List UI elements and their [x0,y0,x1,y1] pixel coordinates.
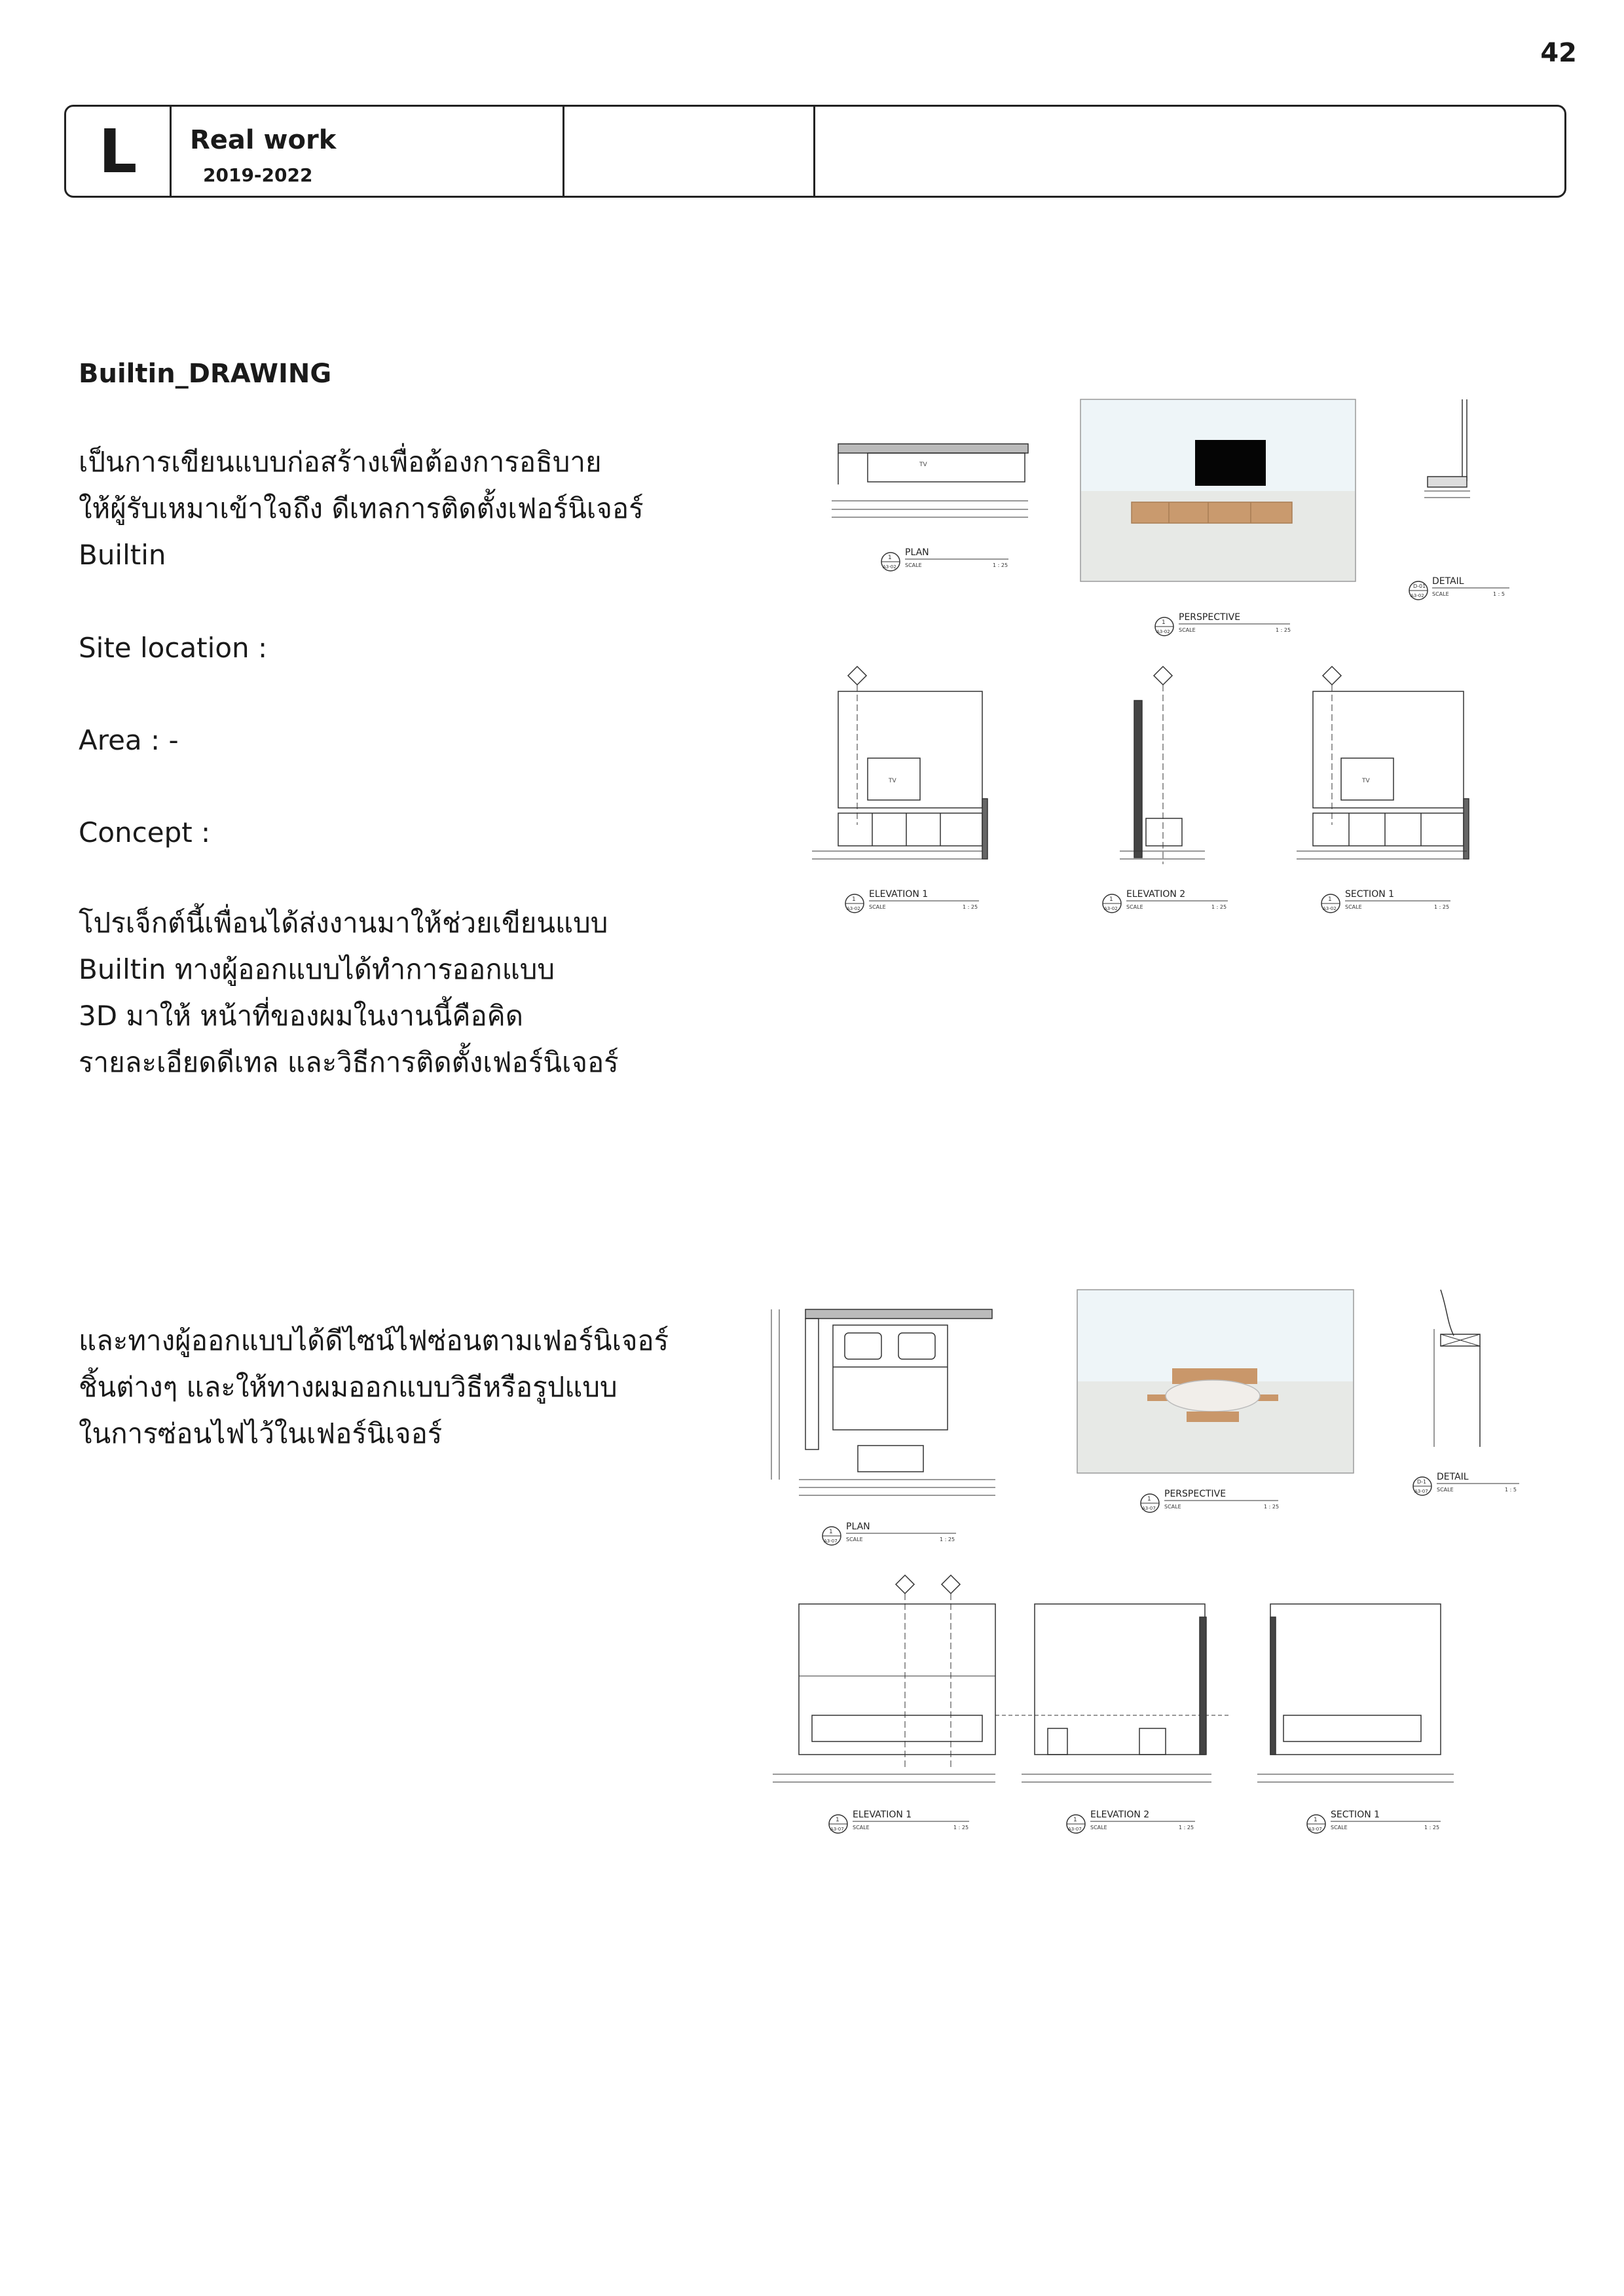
drawing-title: PERSPECTIVE [1164,1489,1227,1499]
drawing-title: PLAN [905,547,929,558]
scale-value: 1 : 25 [1434,904,1450,910]
scale-label: SCALE [869,904,886,910]
concept-paragraph [79,900,619,1085]
bed-section-1-title [1307,1810,1441,1833]
drawing-title: ELEVATION 1 [869,889,929,900]
bed-section-1-drawing [1257,1604,1454,1782]
drawing-title: PLAN [846,1522,870,1532]
tv-plan-drawing [832,444,1028,517]
scale-value: 1 : 5 [1505,1487,1517,1493]
lighting-line: ชิ้นต่างๆ และให้ทางผมออกแบบวิธีหรือรูปแบบ [79,1371,618,1403]
bed-detail-title [1413,1472,1519,1495]
scale-value: 1 : 25 [953,1825,969,1831]
concept-line: โปรเจ็กต์นี้เพื่อนได้ส่งงานมาให้ช่วยเขียนแบบ [79,907,608,939]
scale-label: SCALE [1345,904,1362,910]
tv-elevation-1-title [845,889,979,913]
sheet-number: A3-02 [1104,906,1118,911]
drawing-title: DETAIL [1437,1472,1469,1482]
sheet-number: A3-07 [830,1827,844,1832]
drawing-title: PERSPECTIVE [1179,612,1241,623]
scale-value: 1 : 25 [1424,1825,1440,1831]
ref-number: 1 [1162,619,1166,626]
header-title: Real work [190,125,337,155]
sheet-number: A3-07 [1308,1827,1322,1832]
sheet-number: A3-02 [1323,906,1337,911]
site-location: Site location : [79,632,268,664]
scale-value: 1 : 25 [1276,627,1291,633]
scale-value: 1 : 25 [963,904,978,910]
ref-number: 1 [1314,1817,1318,1823]
lighting-line: ในการซ่อนไฟไว้ในเฟอร์นิเจอร์ [79,1417,443,1449]
scale-value: 1 : 25 [1264,1504,1280,1510]
ref-number: 1 [836,1817,840,1823]
sheet-number: A3-02 [847,906,860,911]
tv-perspective-title [1155,612,1291,636]
sheet-number: A3-07 [1414,1489,1428,1494]
tv-detail-title [1409,576,1509,600]
scale-label: SCALE [846,1537,863,1542]
drawing-title: DETAIL [1432,576,1464,587]
lighting-line: และทางผู้ออกแบบได้ดีไซน์ไฟซ่อนตามเฟอร์นิเจอร์ [79,1324,669,1357]
scale-label: SCALE [1164,1504,1181,1510]
header-years: 2019-2022 [203,164,313,186]
bed-elevation-2-title [1067,1810,1195,1833]
scale-label: SCALE [853,1825,870,1831]
tv-perspective-render [1080,399,1356,581]
intro-line: ให้ผู้รับเหมาเข้าใจถึง ดีเทลการติดตั้งเฟอร์นิเจอร์ [79,492,644,524]
concept-line: รายละเอียดดีเทล และวิธีการติดตั้งเฟอร์นิเจอร์ [79,1046,619,1078]
scale-value: 1 : 25 [1179,1825,1194,1831]
ref-number: 1 [1147,1496,1151,1503]
bed-elevation-2-drawing [1022,1604,1211,1782]
tv-elevation-2-title [1103,889,1228,913]
scale-value: 1 : 25 [940,1537,955,1542]
header-title-cell [172,107,564,196]
builtin-tv-drawing-sheet [733,393,1545,943]
ref-number: D-1 [1417,1479,1427,1485]
drawing-title: ELEVATION 1 [853,1810,912,1820]
header-empty-cell [815,107,1564,196]
scale-value: 1 : 25 [993,562,1008,568]
intro-line: Builtin [79,539,166,571]
sheet-number: A3-02 [1411,593,1424,598]
page-number: 42 [1540,38,1577,68]
ref-number: 1 [1109,896,1113,903]
drawing-title: SECTION 1 [1345,889,1395,900]
ref-number: 1 [1328,896,1332,903]
section-letter: L [66,107,172,196]
intro-line: เป็นการเขียนแบบก่อสร้างเพื่อต้องการอธิบาย [79,446,602,478]
bed-elevation-1-drawing [773,1575,1231,1782]
tv-plan-title [881,547,1008,571]
bed-plan-title [822,1522,956,1545]
tv-label: TV [1362,778,1370,784]
bed-perspective-render [1077,1290,1354,1473]
drawing-title: ELEVATION 2 [1090,1810,1150,1820]
concept-line: 3D มาให้ หน้าที่ของผมในงานนี้คือคิด [79,1000,524,1032]
sheet-number: A3-07 [824,1539,838,1544]
scale-label: SCALE [1331,1825,1348,1831]
scale-value: 1 : 25 [1211,904,1227,910]
header-empty-cell [564,107,815,196]
bed-elevation-1-title [829,1810,969,1833]
tv-elevation-2-drawing [1120,666,1205,864]
drawing-title: ELEVATION 2 [1126,889,1186,900]
tv-section-1-title [1321,889,1450,913]
tv-section-1-drawing [1297,666,1469,859]
ref-number: D-01 [1413,583,1426,589]
intro-paragraph [79,439,644,578]
concept-line: Builtin ทางผู้ออกแบบได้ทำการออกแบบ [79,953,555,985]
ref-number: 1 [1073,1817,1077,1823]
scale-label: SCALE [1126,904,1143,910]
tv-label: TV [889,778,896,784]
sheet-number: A3-07 [1142,1506,1156,1511]
ref-number: 1 [852,896,856,903]
tv-detail-drawing [1424,399,1470,498]
scale-label: SCALE [1437,1487,1454,1493]
scale-label: SCALE [1090,1825,1107,1831]
drawing-title: SECTION 1 [1331,1810,1380,1820]
header-bar [64,105,1566,198]
bed-plan-drawing [771,1309,995,1495]
tv-label: TV [919,462,927,468]
tv-elevation-1-drawing [812,666,987,859]
lighting-paragraph [79,1317,669,1457]
scale-label: SCALE [905,562,922,568]
bed-detail-drawing [1434,1290,1480,1447]
builtin-bed-drawing-sheet [760,1283,1545,1859]
bed-perspective-title [1141,1489,1279,1512]
ref-number: 1 [888,555,892,561]
area: Area : - [79,724,179,756]
ref-number: 1 [829,1529,833,1535]
sheet-number: A3-07 [1068,1827,1082,1832]
scale-label: SCALE [1179,627,1196,633]
scale-label: SCALE [1432,591,1449,597]
section-heading: Builtin_DRAWING [79,359,332,389]
sheet-number: A3-02 [883,564,896,570]
scale-value: 1 : 5 [1493,591,1505,597]
sheet-number: A3-02 [1156,629,1170,634]
concept-label: Concept : [79,816,211,848]
